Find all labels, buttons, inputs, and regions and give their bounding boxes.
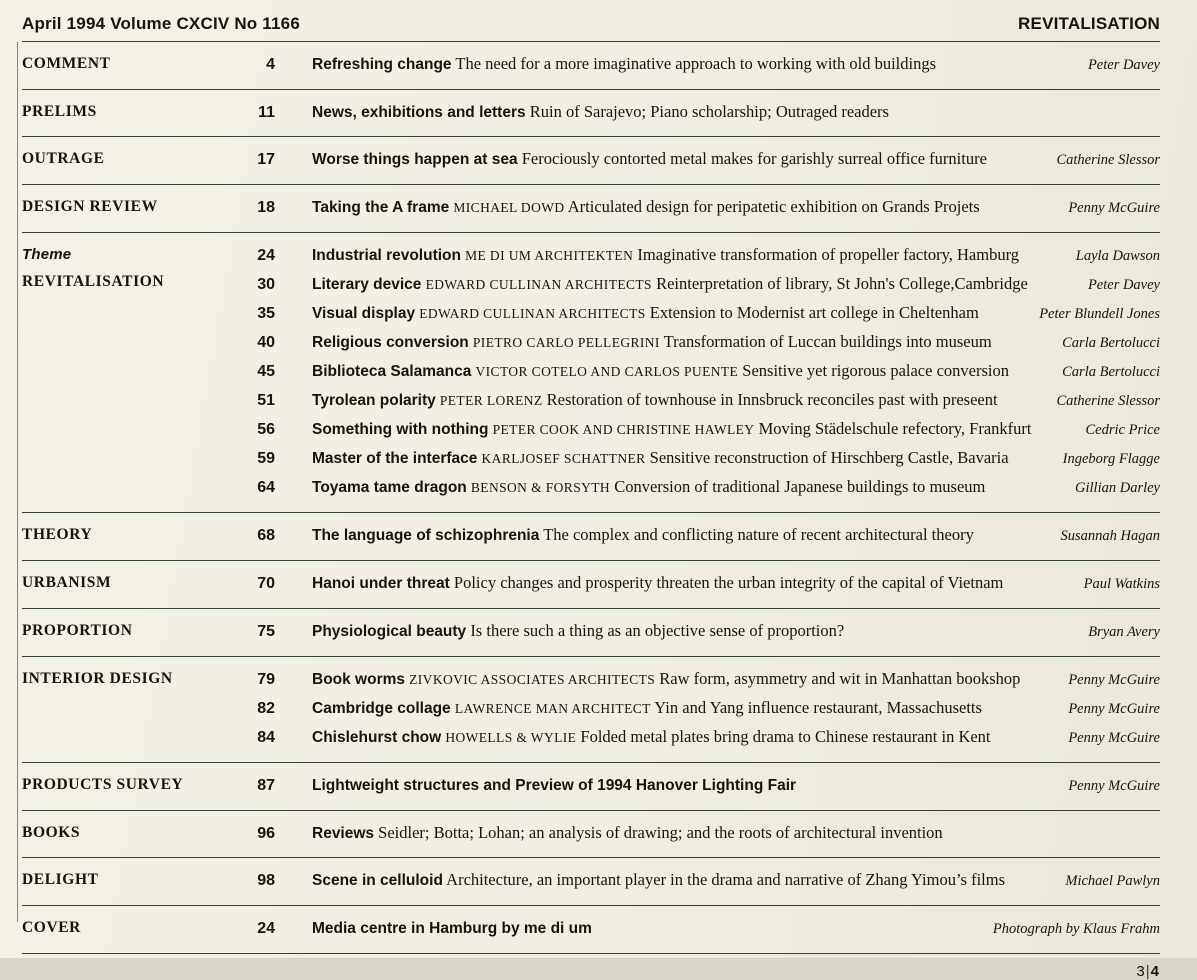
article-title: Reviews bbox=[312, 825, 375, 842]
article-description: Sensitive yet rigorous palace conversion bbox=[742, 361, 1009, 380]
architect-credit: ZIVKOVIC ASSOCIATES ARCHITECTS bbox=[409, 672, 656, 687]
author-name: Gillian Darley bbox=[1075, 480, 1160, 496]
toc-entry bbox=[227, 98, 1160, 126]
section-entries bbox=[227, 521, 1160, 550]
section-entries bbox=[227, 98, 1160, 126]
architect-credit: ME DI UM ARCHITEKTEN bbox=[465, 248, 634, 263]
toc-entry bbox=[227, 241, 1160, 270]
article-description: Reinterpretation of library, St John's College,Cambridge bbox=[656, 274, 1028, 293]
toc-entry bbox=[227, 665, 1160, 694]
toc-entry bbox=[227, 386, 1160, 415]
toc-entry bbox=[227, 328, 1160, 357]
page-number: 24 bbox=[257, 920, 275, 937]
section-label: PRELIMS bbox=[22, 103, 97, 120]
entry-text bbox=[275, 386, 1046, 414]
toc-section bbox=[22, 905, 1160, 954]
theme-sublabel: REVITALISATION bbox=[22, 273, 165, 290]
entry-text bbox=[275, 771, 1058, 799]
author-name: Catherine Slessor bbox=[1056, 152, 1160, 168]
section-label: OUTRAGE bbox=[22, 150, 105, 167]
toc-entry bbox=[227, 723, 1160, 752]
article-description: Folded metal plates bring drama to Chinese restaurant in Kent bbox=[580, 727, 991, 746]
toc-section bbox=[22, 41, 1160, 89]
page-number: 4 bbox=[266, 56, 275, 73]
article-description: Policy changes and prosperity threaten the urban integrity of the capital of Vietnam bbox=[453, 573, 1004, 592]
entry-text bbox=[275, 723, 1058, 751]
architect-credit: PETER LORENZ bbox=[439, 393, 543, 408]
section-label bbox=[22, 241, 227, 502]
article-description: The complex and conflicting nature of recent architectural theory bbox=[543, 525, 974, 544]
page-number: 82 bbox=[257, 700, 275, 717]
section-label: THEORY bbox=[22, 526, 93, 543]
section-entries bbox=[227, 866, 1160, 895]
page-number: 11 bbox=[258, 104, 275, 121]
page-number: 98 bbox=[257, 872, 275, 889]
entry-text bbox=[275, 299, 1029, 327]
entry-text bbox=[275, 270, 1078, 298]
entry-text bbox=[275, 444, 1053, 472]
article-title: Physiological beauty bbox=[312, 623, 467, 640]
architect-credit: HOWELLS & WYLIE bbox=[445, 730, 577, 745]
entry-text bbox=[275, 357, 1052, 385]
article-title: Biblioteca Salamanca bbox=[312, 363, 472, 380]
author-name: Michael Pawlyn bbox=[1065, 873, 1160, 889]
author-name: Penny McGuire bbox=[1068, 730, 1160, 746]
architect-credit: PIETRO CARLO PELLEGRINI bbox=[472, 335, 660, 350]
article-description: Is there such a thing as an objective sense of proportion? bbox=[470, 621, 845, 640]
entry-text bbox=[275, 819, 1150, 847]
author-name: Layla Dawson bbox=[1075, 248, 1160, 264]
section-entries bbox=[227, 569, 1160, 598]
entry-text bbox=[275, 473, 1065, 501]
footer-page-right: 4 bbox=[1150, 963, 1159, 980]
article-title: Tyrolean polarity bbox=[312, 392, 436, 409]
toc-entry bbox=[227, 444, 1160, 473]
toc-section bbox=[22, 184, 1160, 232]
page-number: 35 bbox=[257, 305, 275, 322]
author-name: Penny McGuire bbox=[1068, 701, 1160, 717]
section-entries bbox=[227, 617, 1160, 646]
page-number: 96 bbox=[257, 825, 275, 842]
page-number: 30 bbox=[257, 276, 275, 293]
section-entries bbox=[227, 50, 1160, 79]
toc-section bbox=[22, 762, 1160, 810]
toc-entry bbox=[227, 357, 1160, 386]
entry-text bbox=[275, 328, 1052, 356]
section-label: PROPORTION bbox=[22, 622, 133, 639]
section-entries bbox=[227, 241, 1160, 502]
section-label: BOOKS bbox=[22, 824, 81, 841]
article-description: Transformation of Luccan buildings into museum bbox=[663, 332, 992, 351]
entry-text bbox=[275, 569, 1074, 597]
article-title: Master of the interface bbox=[312, 450, 478, 467]
toc-entry bbox=[227, 473, 1160, 502]
toc-section bbox=[22, 608, 1160, 656]
architect-credit: EDWARD CULLINAN ARCHITECTS bbox=[419, 306, 646, 321]
article-description: Articulated design for peripatetic exhibition on Grands Projets bbox=[567, 197, 980, 216]
article-description: Conversion of traditional Japanese buildings to museum bbox=[614, 477, 986, 496]
section-label: COVER bbox=[22, 919, 81, 936]
page-number: 84 bbox=[257, 729, 275, 746]
page-number: 24 bbox=[257, 247, 275, 264]
page-number: 79 bbox=[257, 671, 275, 688]
article-description: Ferociously contorted metal makes for garishly surreal office furniture bbox=[521, 149, 987, 168]
entry-text bbox=[275, 914, 983, 942]
toc-section bbox=[22, 656, 1160, 762]
entry-text bbox=[275, 617, 1078, 645]
section-entries bbox=[227, 914, 1160, 943]
author-name: Cedric Price bbox=[1085, 422, 1160, 438]
author-name: Peter Davey bbox=[1087, 57, 1160, 73]
toc-section bbox=[22, 136, 1160, 184]
toc-entry bbox=[227, 299, 1160, 328]
toc-entry bbox=[227, 694, 1160, 723]
section-label: DESIGN REVIEW bbox=[22, 198, 158, 215]
architect-credit: LAWRENCE MAN ARCHITECT bbox=[454, 701, 651, 716]
page-number: 51 bbox=[257, 392, 275, 409]
footer-page-left: 3 bbox=[1136, 963, 1145, 980]
page-number: 64 bbox=[257, 479, 275, 496]
toc-entry bbox=[227, 415, 1160, 444]
author-name: Susannah Hagan bbox=[1060, 528, 1160, 544]
entry-text bbox=[275, 866, 1055, 894]
article-title: Visual display bbox=[312, 305, 416, 322]
article-title: Hanoi under threat bbox=[312, 575, 450, 592]
page-number: 70 bbox=[257, 575, 275, 592]
article-title: Lightweight structures and Preview of 1994 Hanover Lighting Fair bbox=[312, 777, 797, 794]
article-description: Moving Städelschule refectory, Frankfurt bbox=[758, 419, 1032, 438]
entry-text bbox=[275, 694, 1058, 722]
article-description: The need for a more imaginative approach to working with old buildings bbox=[455, 54, 937, 73]
toc-entry bbox=[227, 819, 1160, 847]
toc-section bbox=[22, 512, 1160, 560]
article-description: Ruin of Sarajevo; Piano scholarship; Outraged readers bbox=[529, 102, 889, 121]
page-number: 87 bbox=[257, 777, 275, 794]
toc-entry bbox=[227, 617, 1160, 646]
page-number: 68 bbox=[257, 527, 275, 544]
page-number: 75 bbox=[257, 623, 275, 640]
section-label: PRODUCTS SURVEY bbox=[22, 776, 184, 793]
section-entries bbox=[227, 145, 1160, 174]
page-number: 56 bbox=[257, 421, 275, 438]
article-title: Media centre in Hamburg by me di um bbox=[312, 920, 592, 937]
section-entries bbox=[227, 665, 1160, 752]
article-title: Scene in celluloid bbox=[312, 872, 443, 889]
article-title: Industrial revolution bbox=[312, 247, 461, 264]
section-label: INTERIOR DESIGN bbox=[22, 670, 173, 687]
architect-credit: MICHAEL DOWD bbox=[453, 200, 565, 215]
article-title: Refreshing change bbox=[312, 56, 452, 73]
entry-text bbox=[275, 415, 1076, 443]
architect-credit: KARLJOSEF SCHATTNER bbox=[481, 451, 646, 466]
article-title: Chislehurst chow bbox=[312, 729, 442, 746]
page-header bbox=[22, 0, 1160, 41]
section-label: URBANISM bbox=[22, 574, 112, 591]
article-title: Taking the A frame bbox=[312, 199, 450, 216]
author-name: Peter Blundell Jones bbox=[1039, 306, 1160, 322]
toc-section bbox=[22, 857, 1160, 905]
author-name: Catherine Slessor bbox=[1056, 393, 1160, 409]
header-issue: April 1994 Volume CXCIV No 1166 bbox=[22, 14, 300, 33]
author-name: Carla Bertolucci bbox=[1062, 335, 1160, 351]
page-number: 17 bbox=[257, 151, 275, 168]
author-name: Bryan Avery bbox=[1088, 624, 1160, 640]
author-name: Photograph by Klaus Frahm bbox=[992, 921, 1160, 937]
architect-credit: BENSON & FORSYTH bbox=[470, 480, 611, 495]
toc-entry bbox=[227, 569, 1160, 598]
toc-entry bbox=[227, 193, 1160, 222]
entry-text bbox=[275, 98, 1150, 126]
author-name: Paul Watkins bbox=[1083, 576, 1160, 592]
toc-entry bbox=[227, 914, 1160, 943]
toc-entry bbox=[227, 270, 1160, 299]
article-description: Architecture, an important player in the drama and narrative of Zhang Yimou’s films bbox=[446, 870, 1005, 889]
page-number: 40 bbox=[257, 334, 275, 351]
toc-section bbox=[22, 810, 1160, 857]
article-title: News, exhibitions and letters bbox=[312, 104, 526, 121]
article-title: Toyama tame dragon bbox=[312, 479, 467, 496]
page-number: 59 bbox=[257, 450, 275, 467]
article-description: Restoration of townhouse in Innsbruck reconciles past with preseent bbox=[546, 390, 998, 409]
toc-section bbox=[22, 560, 1160, 608]
section-label: COMMENT bbox=[22, 55, 111, 72]
section-entries bbox=[227, 771, 1160, 800]
author-name: Peter Davey bbox=[1087, 277, 1160, 293]
entry-text bbox=[275, 521, 1051, 549]
architect-credit: PETER COOK AND CHRISTINE HAWLEY bbox=[492, 422, 755, 437]
architect-credit: VICTOR COTELO AND CARLOS PUENTE bbox=[475, 364, 739, 379]
toc-entry bbox=[227, 866, 1160, 895]
section-label: DELIGHT bbox=[22, 871, 99, 888]
author-name: Ingeborg Flagge bbox=[1062, 451, 1160, 467]
toc-entry bbox=[227, 521, 1160, 550]
footer-page-indicator bbox=[22, 954, 1160, 980]
article-title: Cambridge collage bbox=[312, 700, 451, 717]
article-description: Imaginative transformation of propeller factory, Hamburg bbox=[637, 245, 1020, 264]
entry-text bbox=[275, 145, 1046, 173]
author-name: Penny McGuire bbox=[1068, 200, 1160, 216]
architect-credit: EDWARD CULLINAN ARCHITECTS bbox=[425, 277, 652, 292]
entry-text bbox=[275, 50, 1078, 78]
article-description: Yin and Yang influence restaurant, Massachusetts bbox=[654, 698, 982, 717]
article-title: Literary device bbox=[312, 276, 422, 293]
article-title: Something with nothing bbox=[312, 421, 489, 438]
header-theme: REVITALISATION bbox=[1018, 14, 1160, 33]
footer-page-separator: | bbox=[1145, 963, 1150, 980]
article-title: The language of schizophrenia bbox=[312, 527, 540, 544]
article-description: Extension to Modernist art college in Cheltenham bbox=[649, 303, 979, 322]
article-description: Seidler; Botta; Lohan; an analysis of drawing; and the roots of architectural invention bbox=[378, 823, 943, 842]
article-title: Book worms bbox=[312, 671, 406, 688]
toc-entry bbox=[227, 771, 1160, 800]
page-edge-line bbox=[17, 42, 18, 922]
page-number: 18 bbox=[257, 199, 275, 216]
entry-text bbox=[275, 241, 1066, 269]
author-name: Carla Bertolucci bbox=[1062, 364, 1160, 380]
entry-text bbox=[275, 665, 1058, 693]
article-description: Raw form, asymmetry and wit in Manhattan bookshop bbox=[659, 669, 1021, 688]
article-title: Worse things happen at sea bbox=[312, 151, 518, 168]
entry-text bbox=[275, 193, 1058, 221]
toc-entry bbox=[227, 50, 1160, 79]
page-number: 45 bbox=[257, 363, 275, 380]
section-entries bbox=[227, 819, 1160, 847]
toc-section-theme bbox=[22, 232, 1160, 512]
article-description: Sensitive reconstruction of Hirschberg Castle, Bavaria bbox=[649, 448, 1009, 467]
toc-section bbox=[22, 89, 1160, 136]
author-name: Penny McGuire bbox=[1068, 672, 1160, 688]
author-name: Penny McGuire bbox=[1068, 778, 1160, 794]
theme-label: Theme bbox=[22, 246, 72, 263]
section-entries bbox=[227, 193, 1160, 222]
toc-entry bbox=[227, 145, 1160, 174]
article-title: Religious conversion bbox=[312, 334, 469, 351]
